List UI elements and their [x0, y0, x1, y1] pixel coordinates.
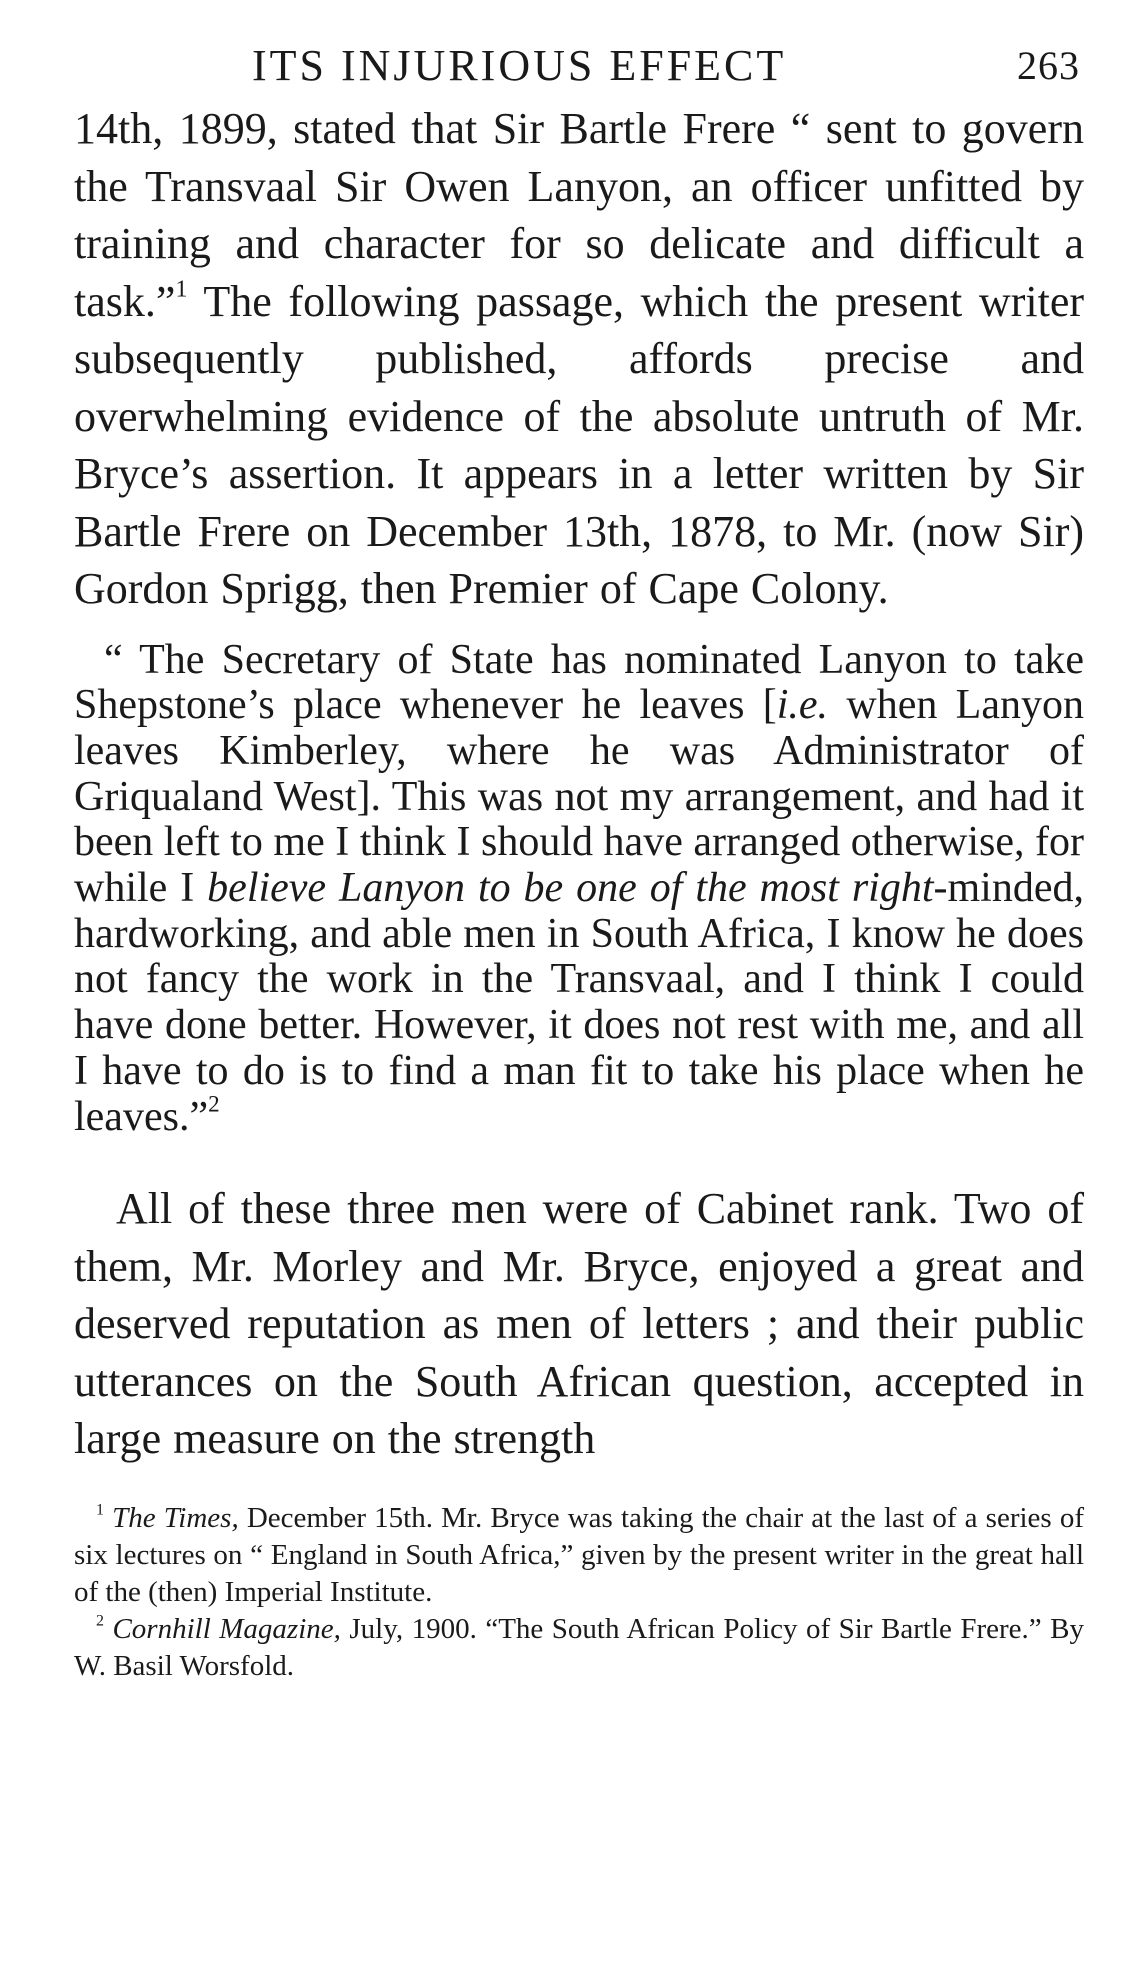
block-quote — [74, 638, 1084, 1141]
footnote-text: December 15th. Mr. Bryce was taking the chair at the last of a series of six lectures on “ England in South Africa,” given by the present writer in the great hall of the (then) Imperial Institute. — [74, 1501, 1085, 1608]
footnote-mark: 2 — [96, 1611, 104, 1629]
quote-text: “ The Secretary of State has nominated Lanyon to take Shepstone’s place whenever he leaves [ — [74, 636, 1084, 729]
quote-italic-text: i.e. — [776, 682, 829, 729]
paragraph-text: The following passage, which the present writer subsequently published, affords precise and overwhelming evidence of the absolute untruth of Mr. Bryce’s assertion. It appears in a letter written by Sir Bartle Frere on December 13th, 1878, to Mr. (now Sir) Gordon Sprigg, then Premier of Cape Colony. — [74, 276, 1084, 613]
footnote-reference: 2 — [208, 1090, 220, 1117]
footnote-reference: 1 — [175, 275, 188, 303]
body-paragraph-2: All of these three men were of Cabinet rank. Two of them, Mr. Morley and Mr. Bryce, enjoyed a great and deserved reputation as men of letters ; and their public utterances on the South African question, accepted in large measure on the strength — [74, 1184, 1084, 1464]
footnote — [74, 1611, 1084, 1685]
quote-text: when Lanyon leaves Kimberley, where he was Administrator of Griqualand West]. This was not my arrangement, and had it been left to me I think I should have arranged otherwise, for while I — [74, 682, 1084, 912]
footnote-source-title: The Times, — [112, 1501, 239, 1534]
footnote — [74, 1500, 1084, 1611]
quote-text: minded, hardworking, and able men in South Africa, I know he does not fancy the work in the Transvaal, and I think I could have done better. However, it does not rest with me, and all I have to do is to find a man fit to take his place when he leaves.” — [74, 865, 1084, 1140]
body-paragraph-1 — [74, 100, 1084, 618]
footnote-source-title: Cornhill Magazine, — [112, 1612, 341, 1645]
quote-italic-text: believe Lanyon to be one of the most right- — [207, 865, 948, 912]
running-title: ITS INJURIOUS EFFECT — [252, 41, 787, 90]
paragraph-text: 14th, 1899, stated that Sir Bartle Frere “ sent to govern the Transvaal Sir Owen Lanyon, an officer unfitted by training and character for so delicate and difficult a task.” — [74, 104, 1084, 326]
page-number: 263 — [1017, 43, 1080, 88]
page-header — [74, 28, 1084, 100]
footnote-text: July, 1900. “The South African Policy of Sir Bartle Frere.” By W. Basil Worsfold. — [74, 1612, 1085, 1682]
footnote-mark: 1 — [96, 1500, 104, 1518]
book-page — [74, 28, 1084, 1685]
